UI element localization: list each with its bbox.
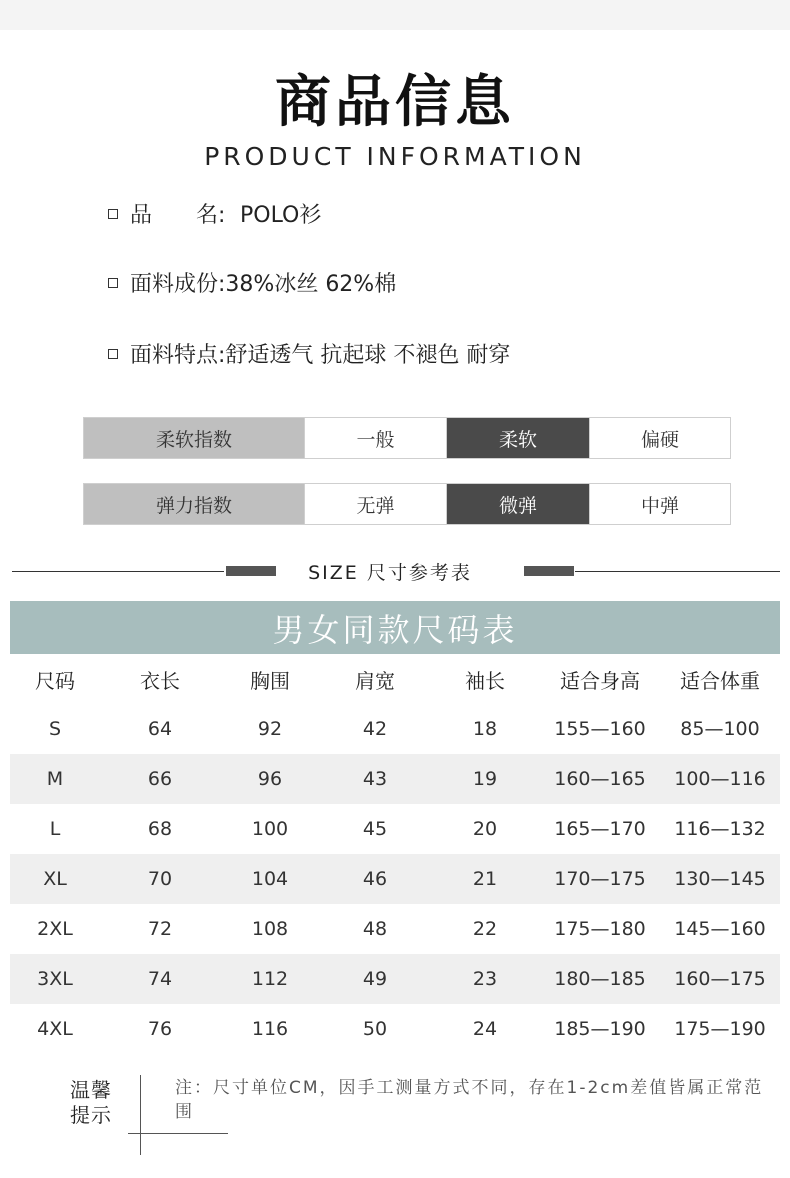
info-label: 品 名: bbox=[130, 203, 226, 228]
table-cell: 185—190 bbox=[554, 1018, 646, 1040]
table-cell: 74 bbox=[147, 968, 173, 990]
elasticity-option: 中弹 bbox=[590, 484, 730, 524]
note-title-line: 提示 bbox=[70, 1103, 112, 1127]
info-row-name bbox=[108, 198, 321, 229]
table-cell: 175—190 bbox=[674, 1018, 766, 1040]
table-row bbox=[10, 754, 780, 804]
table-cell: 46 bbox=[362, 868, 388, 890]
info-row-features bbox=[108, 338, 510, 369]
table-row bbox=[10, 954, 780, 1004]
softness-option-selected: 柔软 bbox=[447, 418, 590, 458]
info-value: 舒适透气 抗起球 不褪色 耐穿 bbox=[225, 343, 511, 368]
table-cell: 160—165 bbox=[554, 768, 646, 790]
elasticity-option: 无弹 bbox=[305, 484, 447, 524]
top-bar bbox=[0, 0, 790, 30]
square-bullet-icon bbox=[108, 278, 118, 288]
info-row-fabric bbox=[108, 267, 396, 298]
table-cell: 64 bbox=[147, 718, 173, 740]
table-cell: 22 bbox=[472, 918, 498, 940]
table-cell: 20 bbox=[472, 818, 498, 840]
table-cell: 4XL bbox=[37, 1018, 73, 1040]
size-table-banner: 男女同款尺码表 bbox=[10, 601, 780, 654]
square-bullet-icon bbox=[108, 349, 118, 359]
table-row bbox=[10, 904, 780, 954]
square-bullet-icon bbox=[108, 209, 118, 219]
table-cell: 21 bbox=[472, 868, 498, 890]
note-title-line: 温馨 bbox=[70, 1078, 112, 1102]
elasticity-index bbox=[83, 483, 731, 525]
note-text: 注：尺寸单位CM，因手工测量方式不同，存在1-2cm差值皆属正常范围 bbox=[175, 1078, 764, 1122]
divider-block bbox=[524, 566, 574, 576]
table-cell: 165—170 bbox=[554, 818, 646, 840]
table-cell: 175—180 bbox=[554, 918, 646, 940]
table-cell: 104 bbox=[251, 868, 289, 890]
column-header: 适合体重 bbox=[680, 668, 760, 693]
table-row bbox=[10, 854, 780, 904]
info-value: POLO衫 bbox=[240, 203, 322, 228]
table-row bbox=[10, 804, 780, 854]
table-cell: 18 bbox=[472, 718, 498, 740]
info-label: 面料特点: bbox=[130, 343, 226, 368]
table-cell: 50 bbox=[362, 1018, 388, 1040]
table-cell: 100 bbox=[251, 818, 289, 840]
table-cell: 85—100 bbox=[680, 718, 760, 740]
table-cell: 160—175 bbox=[674, 968, 766, 990]
table-cell: XL bbox=[43, 868, 67, 890]
table-cell: 145—160 bbox=[674, 918, 766, 940]
table-cell: 3XL bbox=[37, 968, 73, 990]
column-header: 尺码 bbox=[35, 668, 75, 693]
info-value: 38%冰丝 62%棉 bbox=[225, 272, 397, 297]
table-row bbox=[10, 1004, 780, 1054]
table-cell: 92 bbox=[257, 718, 283, 740]
table-cell: M bbox=[46, 768, 64, 790]
divider-line bbox=[575, 571, 780, 572]
elasticity-label: 弹力指数 bbox=[84, 484, 305, 524]
table-cell: 48 bbox=[362, 918, 388, 940]
softness-index bbox=[83, 417, 731, 459]
column-header: 肩宽 bbox=[355, 668, 395, 693]
table-cell: 155—160 bbox=[554, 718, 646, 740]
elasticity-option-selected: 微弹 bbox=[447, 484, 590, 524]
table-cell: L bbox=[49, 818, 61, 840]
page-title: 商品信息 bbox=[275, 70, 515, 135]
table-cell: 19 bbox=[472, 768, 498, 790]
info-label: 面料成份: bbox=[130, 272, 226, 297]
table-cell: 24 bbox=[472, 1018, 498, 1040]
note-title bbox=[70, 1078, 130, 1128]
column-header: 袖长 bbox=[465, 668, 505, 693]
softness-label: 柔软指数 bbox=[84, 418, 305, 458]
column-header: 适合身高 bbox=[560, 668, 640, 693]
column-header: 衣长 bbox=[140, 668, 180, 693]
note-divider bbox=[140, 1075, 141, 1155]
size-section-label: SIZE 尺寸参考表 bbox=[308, 562, 472, 584]
table-cell: 130—145 bbox=[674, 868, 766, 890]
table-cell: 180—185 bbox=[554, 968, 646, 990]
table-cell: 116 bbox=[251, 1018, 289, 1040]
table-cell: 100—116 bbox=[674, 768, 766, 790]
softness-option: 偏硬 bbox=[590, 418, 730, 458]
note-divider bbox=[128, 1133, 228, 1134]
table-cell: 43 bbox=[362, 768, 388, 790]
table-cell: 96 bbox=[257, 768, 283, 790]
divider-block bbox=[226, 566, 276, 576]
table-cell: 68 bbox=[147, 818, 173, 840]
table-cell: 112 bbox=[251, 968, 289, 990]
table-cell: 2XL bbox=[37, 918, 73, 940]
softness-option: 一般 bbox=[305, 418, 447, 458]
table-cell: 76 bbox=[147, 1018, 173, 1040]
divider-line bbox=[12, 571, 224, 572]
size-table bbox=[10, 654, 780, 1054]
table-cell: 116—132 bbox=[674, 818, 766, 840]
table-cell: 108 bbox=[251, 918, 289, 940]
table-cell: S bbox=[48, 718, 62, 740]
column-header: 胸围 bbox=[250, 668, 290, 693]
table-row bbox=[10, 704, 780, 754]
table-cell: 23 bbox=[472, 968, 498, 990]
table-cell: 49 bbox=[362, 968, 388, 990]
table-cell: 72 bbox=[147, 918, 173, 940]
table-cell: 42 bbox=[362, 718, 388, 740]
page-subtitle: PRODUCT INFORMATION bbox=[204, 142, 586, 171]
table-header-row bbox=[10, 654, 780, 704]
table-cell: 170—175 bbox=[554, 868, 646, 890]
table-cell: 66 bbox=[147, 768, 173, 790]
table-cell: 45 bbox=[362, 818, 388, 840]
table-cell: 70 bbox=[147, 868, 173, 890]
